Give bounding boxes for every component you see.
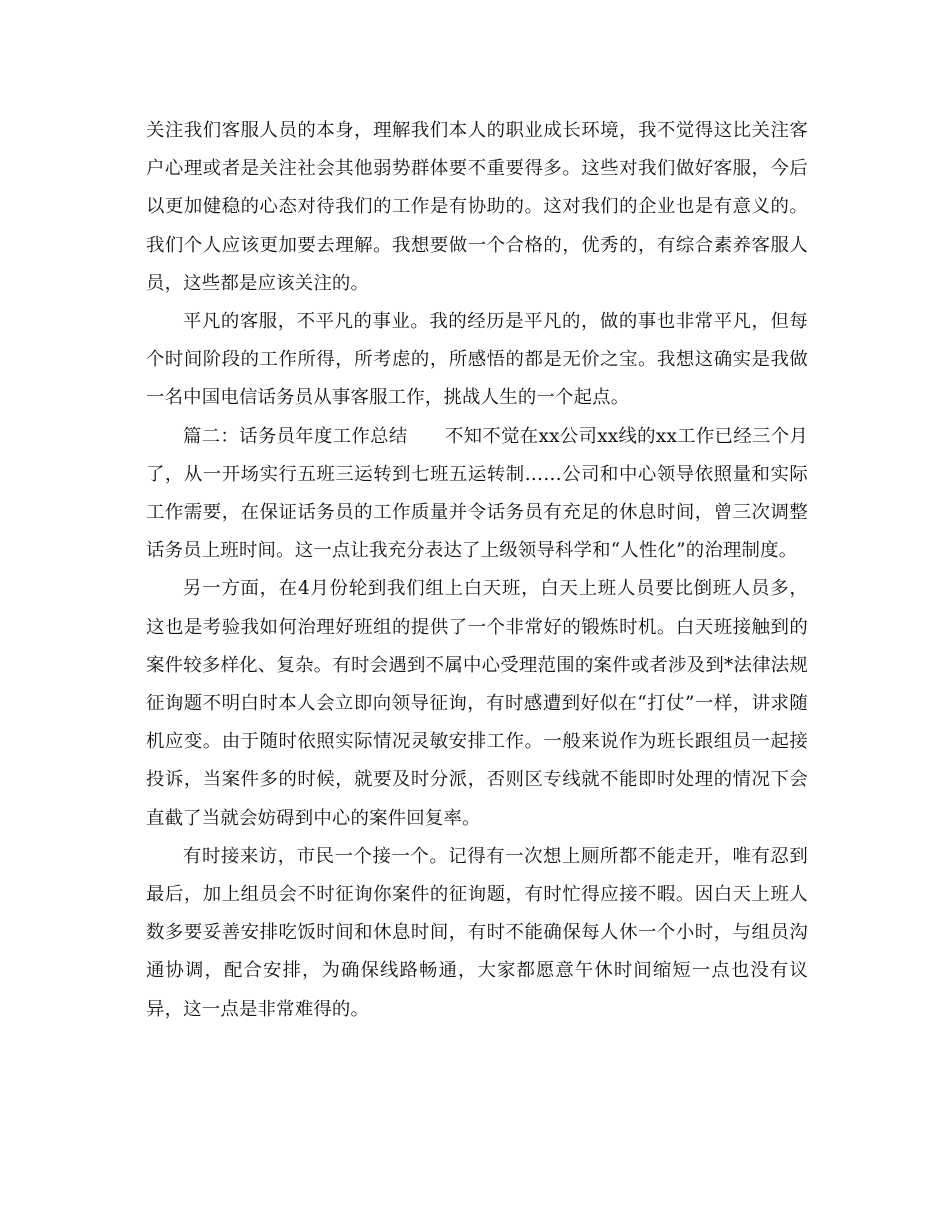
- paragraph-4: 另一方面，在4月份轮到我们组上白天班，白天上班人员要比倒班人员多，这也是考验我如何治理好班组的提供了一个非常好的锻炼时机。白天班接触到的案件较多样化、复杂。有时会遇到不属中心受理范围的案件或者涉及到*法律法规征询题不明白时本人会立即向领导征询，有时感遭到好似在“打仗”一样，讲求随机应变。由于随时依照实际情况灵敏安排工作。一般来说作为班长跟组员一起接投诉，当案件多的时候，就要及时分派，否则区专线就不能即时处理的情况下会直截了当就会妨碍到中心的案件回复率。: [146, 578, 808, 829]
- paragraph-3: 篇二：话务员年度工作总结 不知不觉在xx公司xx线的xx工作已经三个月了，从一开场实行五班三运转到七班五运转制……公司和中心领导依照量和实际工作需要，在保证话务员的工作质量并令话务员有充足的休息时间，曾三次调整话务员上班时间。这一点让我充分表达了上级领导科学和“人性化”的治理制度。: [146, 425, 808, 562]
- paragraph-2: 平凡的客服，不平凡的事业。我的经历是平凡的，做的事也非常平凡，但每个时间阶段的工作所得，所考虑的，所感悟的都是无价之宝。我想这确实是我做一名中国电信话务员从事客服工作，挑战人生的一个起点。: [146, 311, 808, 409]
- paragraph-1: 关注我们客服人员的本身，理解我们本人的职业成长环境，我不觉得这比关注客户心理或者是关注社会其他弱势群体要不重要得多。这些对我们做好客服，今后以更加健稳的心态对待我们的工作是有协助的。这对我们的企业也是有意义的。我们个人应该更加要去理解。我想要做一个合格的，优秀的，有综合素养客服人员，这些都是应该关注的。: [146, 120, 808, 294]
- document-body: [146, 112, 808, 1029]
- paragraph-5: 有时接来访，市民一个接一个。记得有一次想上厕所都不能走开，唯有忍到最后，加上组员会不时征询你案件的征询题，有时忙得应接不暇。因白天上班人数多要妥善安排吃饭时间和休息时间，有时不能确保每人休一个小时，与组员沟通协调，配合安排，为确保线路畅通，大家都愿意午休时间缩短一点也没有议异，这一点是非常难得的。: [146, 845, 808, 1020]
